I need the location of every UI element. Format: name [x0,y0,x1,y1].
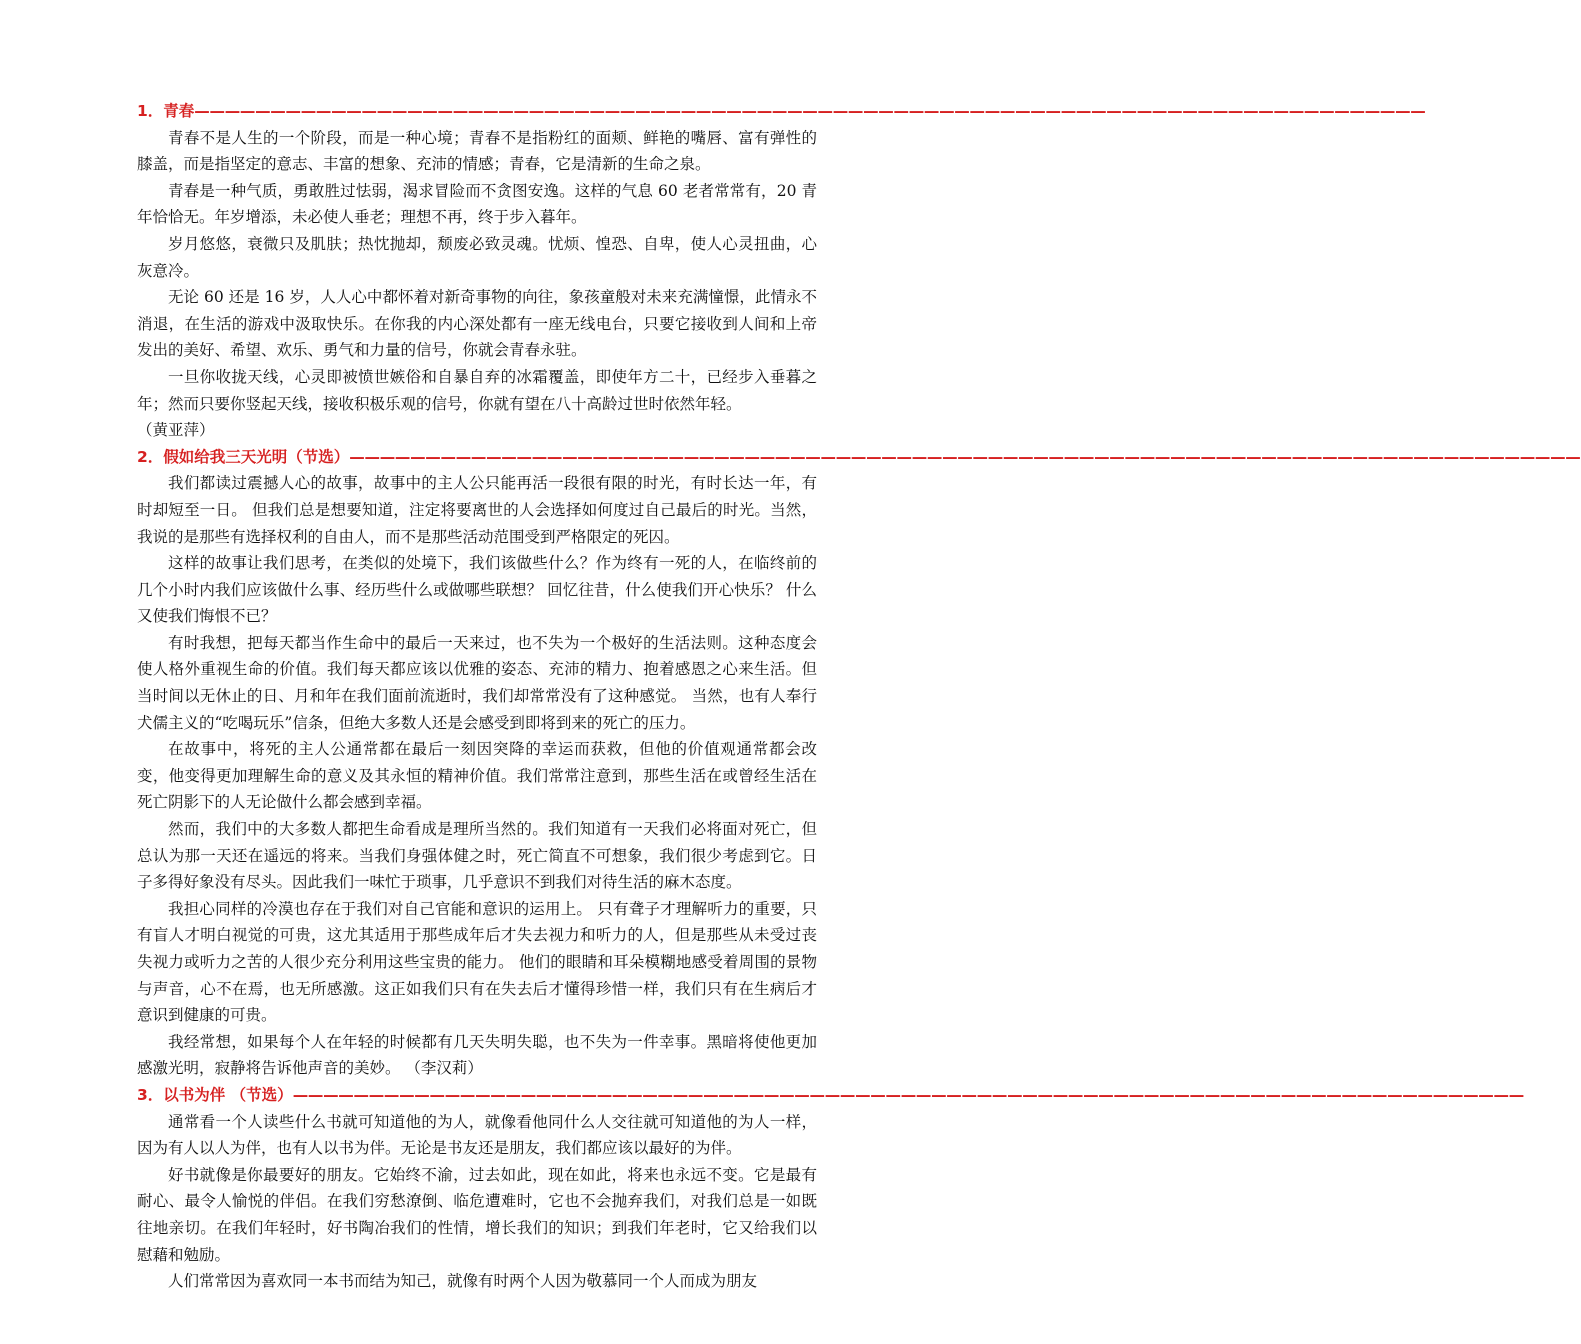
document-page [137,98,1581,1295]
section-1-author: （黄亚萍） [137,421,215,440]
section-1-paragraph: 岁月悠悠，衰微只及肌肤；热忱抛却，颓废必致灵魂。忧烦、惶恐、自卑，使人心灵扭曲，心灰意冷。 [137,234,817,280]
section-1-paragraph: 一旦你收拢天线，心灵即被愤世嫉俗和自暴自弃的冰霜覆盖，即使年方二十，已经步入垂暮之年；然而只要你竖起天线，接收积极乐观的信号，你就有望在八十高龄过世时依然年轻。 [137,367,817,413]
section-3-paragraph: 人们常常因为喜欢同一本书而结为知己，就像有时两个人因为敬慕同一个人而成为朋友 [168,1272,758,1291]
section-1-paragraph: 青春不是人生的一个阶段，而是一种心境；青春不是指粉红的面颊、鲜艳的嘴唇、富有弹性的膝盖，而是指坚定的意志、丰富的想象、充沛的情感；青春，它是清新的生命之泉。 [137,128,817,174]
section-2-heading: 2．假如给我三天光明（节选）————————————————————————————————————————————————————————————————————————————————— [137,447,1581,466]
section-2-paragraph: 在故事中，将死的主人公通常都在最后一刻因突降的幸运而获救，但他的价值观通常都会改变，他变得更加理解生命的意义及其永恒的精神价值。我们常常注意到，那些生活在或曾经生活在死亡阴影下的人无论做什么都会感到幸福。 [137,740,817,812]
section-2-paragraph: 这样的故事让我们思考，在类似的处境下，我们该做些什么？作为终有一死的人，在临终前的几个小时内我们应该做什么事、经历些什么或做哪些联想？ 回忆往昔，什么使我们开心快乐？ 什么又使我们悔恨不已？ [137,554,817,626]
section-1-heading: 1．青春————————————————————————————————————————————————————————————————————————————————— [137,102,1426,120]
section-2-paragraph: 我们都读过震撼人心的故事，故事中的主人公只能再活一段很有限的时光，有时长达一年，有时却短至一日。 但我们总是想要知道，注定将要离世的人会选择如何度过自己最后的时光。当然，我说的是那些有选择权利的自由人，而不是那些活动范围受到严格限定的死囚。 [137,474,817,546]
section-3-heading: 3．以书为伴 （节选）————————————————————————————————————————————————————————————————————————————————— [137,1085,1524,1104]
section-2-paragraph: 有时我想，把每天都当作生命中的最后一天来过，也不失为一个极好的生活法则。这种态度会使人格外重视生命的价值。我们每天都应该以优雅的姿态、充沛的精力、抱着感恩之心来生活。但当时间以无休止的日、月和年在我们面前流逝时，我们却常常没有了这种感觉。 当然，也有人奉行犬儒主义的“吃喝玩乐”信条，但绝大多数人还是会感受到即将到来的死亡的压力。 [137,633,817,732]
section-2-paragraph: 然而，我们中的大多数人都把生命看成是理所当然的。我们知道有一天我们必将面对死亡，但总认为那一天还在遥远的将来。当我们身强体健之时，死亡简直不可想象，我们很少考虑到它。日子多得好象没有尽头。因此我们一味忙于琐事，几乎意识不到我们对待生活的麻木态度。 [137,820,817,892]
section-2-paragraph: 我经常想，如果每个人在年轻的时候都有几天失明失聪，也不失为一件幸事。黑暗将使他更加感激光明，寂静将告诉他声音的美妙。 （李汉莉） [137,1032,817,1078]
section-1-paragraph: 青春是一种气质，勇敢胜过怯弱，渴求冒险而不贪图安逸。这样的气息 60 老者常常有，20 青年恰恰无。年岁增添，未必使人垂老；理想不再，终于步入暮年。 [137,181,817,227]
section-1-paragraph: 无论 60 还是 16 岁，人人心中都怀着对新奇事物的向往，象孩童般对未来充满憧憬，此情永不消退，在生活的游戏中汲取快乐。在你我的内心深处都有一座无线电台，只要它接收到人间和上帝发出的美好、希望、欢乐、勇气和力量的信号，你就会青春永驻。 [137,288,817,360]
section-3-paragraph: 通常看一个人读些什么书就可知道他的为人，就像看他同什么人交往就可知道他的为人一样，因为有人以人为伴，也有人以书为伴。无论是书友还是朋友，我们都应该以最好的为伴。 [137,1112,817,1158]
section-2-paragraph: 我担心同样的冷漠也存在于我们对自己官能和意识的运用上。 只有聋子才理解听力的重要，只有盲人才明白视觉的可贵，这尤其适用于那些成年后才失去视力和听力的人，但是那些从未受过丧失视力或听力之苦的人很少充分利用这些宝贵的能力。 他们的眼睛和耳朵模糊地感受着周围的景物与声音，心不在焉，也无所感激。这正如我们只有在失去后才懂得珍惜一样，我们只有在生病后才意识到健康的可贵。 [137,899,817,1025]
section-3-paragraph: 好书就像是你最要好的朋友。它始终不渝，过去如此，现在如此，将来也永远不变。它是最有耐心、最令人愉悦的伴侣。在我们穷愁潦倒、临危遭难时，它也不会抛弃我们，对我们总是一如既往地亲切。在我们年轻时，好书陶冶我们的性情，增长我们的知识；到我们年老时，它又给我们以慰藉和勉励。 [137,1165,817,1264]
